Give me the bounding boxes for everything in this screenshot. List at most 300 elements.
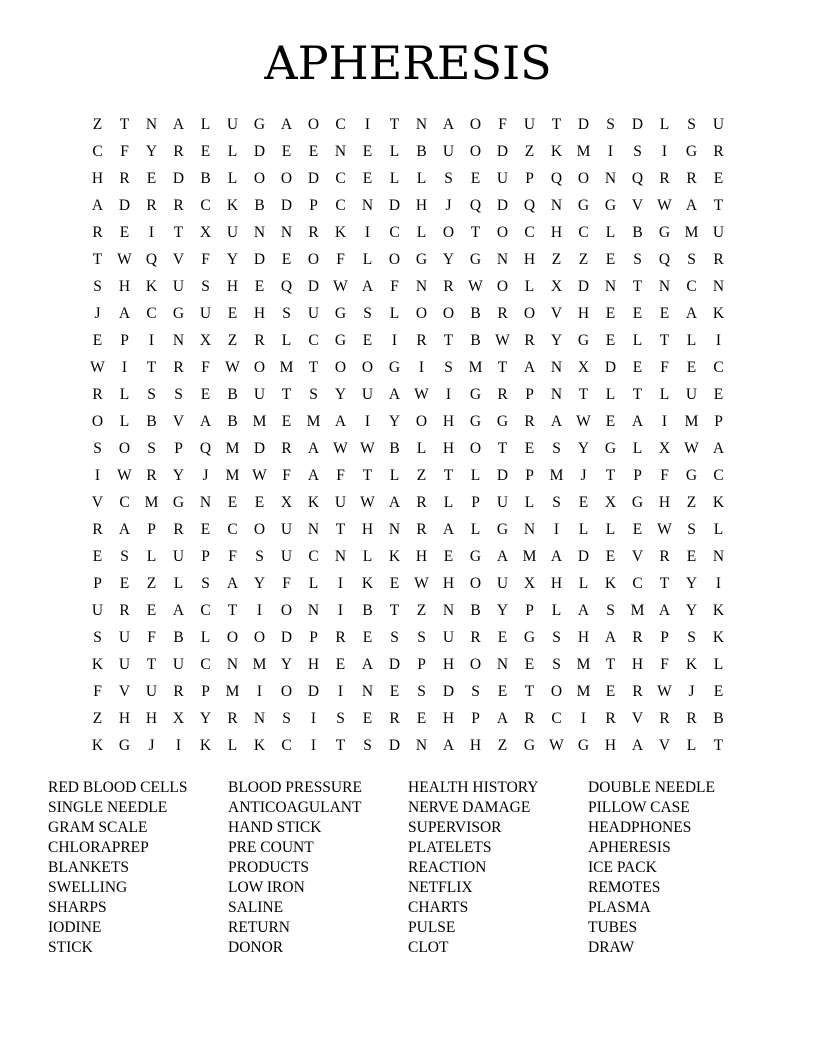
grid-letter: O (415, 305, 428, 322)
grid-letter: A (334, 413, 347, 430)
grid-letter: B (227, 386, 238, 403)
grid-letter: S (390, 629, 399, 646)
grid-row (84, 705, 732, 732)
grid-letter: M (576, 143, 591, 160)
grid-letter: N (496, 251, 509, 268)
grid-letter: L (713, 521, 724, 538)
grid-row (84, 138, 732, 165)
grid-letter: A (442, 116, 455, 133)
grid-letter: U (280, 521, 293, 538)
word-item: PRODUCTS (228, 859, 309, 876)
grid-row (84, 570, 732, 597)
grid-letter: N (334, 143, 347, 160)
grid-letter: Z (524, 143, 535, 160)
grid-letter: I (607, 143, 614, 160)
grid-letter: H (307, 656, 320, 673)
grid-letter: L (416, 224, 427, 241)
grid-letter: D (172, 170, 185, 187)
grid-letter: B (362, 602, 373, 619)
grid-letter: H (550, 575, 563, 592)
grid-letter: Y (442, 251, 455, 268)
grid-letter: R (281, 440, 292, 457)
grid-letter: K (253, 737, 266, 754)
grid-row (84, 354, 732, 381)
grid-letter: L (227, 143, 238, 160)
grid-letter: F (228, 548, 237, 565)
word-item: CLOT (408, 939, 449, 956)
grid-letter: G (253, 116, 266, 133)
grid-letter: F (498, 116, 507, 133)
word-item: SHARPS (48, 899, 107, 916)
grid-letter: V (172, 251, 185, 268)
grid-letter: U (442, 629, 455, 646)
grid-letter: M (225, 467, 240, 484)
grid-letter: B (227, 413, 238, 430)
grid-letter: T (173, 224, 184, 241)
grid-letter: K (334, 224, 347, 241)
word-item: LOW IRON (228, 879, 305, 896)
grid-letter: S (363, 305, 372, 322)
grid-letter: I (364, 224, 371, 241)
grid-letter: N (280, 224, 293, 241)
grid-letter: N (172, 332, 185, 349)
grid-letter: G (577, 332, 590, 349)
grid-letter: M (630, 602, 645, 619)
grid-letter: R (443, 278, 454, 295)
word-item: APHERESIS (588, 839, 671, 856)
grid-letter: S (255, 548, 264, 565)
grid-letter: C (551, 710, 562, 727)
grid-letter: A (361, 278, 374, 295)
grid-letter: E (605, 683, 616, 700)
grid-letter: I (418, 359, 425, 376)
grid-letter: A (658, 602, 671, 619)
grid-letter: R (416, 521, 427, 538)
grid-letter: A (172, 602, 185, 619)
grid-letter: D (496, 467, 509, 484)
grid-letter: D (253, 143, 266, 160)
grid-letter: X (523, 575, 536, 592)
grid-letter: L (173, 575, 184, 592)
grid-letter: Z (416, 602, 427, 619)
grid-letter: Z (146, 575, 157, 592)
grid-letter: Y (550, 332, 563, 349)
grid-letter: J (445, 197, 452, 214)
grid-letter: C (200, 602, 211, 619)
grid-letter: E (119, 224, 130, 241)
grid-letter: F (147, 629, 156, 646)
grid-letter: C (713, 467, 724, 484)
grid-letter: R (659, 710, 670, 727)
grid-letter: M (306, 413, 321, 430)
grid-letter: E (362, 629, 373, 646)
word-item: HEADPHONES (588, 819, 692, 836)
grid-letter: A (361, 656, 374, 673)
grid-letter: E (605, 251, 616, 268)
word-item: PLATELETS (408, 839, 492, 856)
grid-letter: E (443, 548, 454, 565)
grid-row (84, 219, 732, 246)
grid-letter: W (333, 440, 348, 457)
grid-letter: A (199, 413, 212, 430)
grid-letter: Q (523, 197, 536, 214)
grid-letter: A (685, 305, 698, 322)
grid-letter: Y (388, 413, 401, 430)
grid-letter: E (470, 170, 481, 187)
grid-letter: W (252, 467, 267, 484)
grid-letter: S (552, 629, 561, 646)
grid-row (84, 381, 732, 408)
grid-letter: W (225, 359, 240, 376)
grid-letter: U (145, 683, 158, 700)
grid-letter: A (631, 737, 644, 754)
grid-letter: R (308, 224, 319, 241)
grid-letter: F (660, 656, 669, 673)
grid-letter: O (496, 224, 509, 241)
grid-letter: S (417, 683, 426, 700)
grid-row (84, 462, 732, 489)
grid-letter: S (93, 278, 102, 295)
grid-letter: M (144, 494, 159, 511)
grid-letter: O (118, 440, 131, 457)
grid-letter: U (280, 548, 293, 565)
grid-letter: I (148, 224, 155, 241)
grid-letter: G (631, 494, 644, 511)
grid-letter: H (415, 548, 428, 565)
grid-letter: S (201, 575, 210, 592)
grid-row (84, 678, 732, 705)
grid-letter: P (633, 467, 642, 484)
grid-letter: L (686, 332, 697, 349)
grid-letter: N (415, 278, 428, 295)
grid-letter: M (279, 359, 294, 376)
grid-letter: G (523, 629, 536, 646)
grid-letter: P (525, 386, 534, 403)
grid-row (84, 651, 732, 678)
grid-letter: L (362, 251, 373, 268)
grid-letter: V (631, 710, 644, 727)
word-item: SWELLING (48, 879, 128, 896)
grid-letter: D (253, 440, 266, 457)
grid-letter: E (362, 710, 373, 727)
grid-letter: A (496, 548, 509, 565)
grid-letter: O (496, 278, 509, 295)
grid-row (84, 732, 732, 759)
grid-letter: M (468, 359, 483, 376)
grid-letter: L (389, 143, 400, 160)
grid-letter: D (280, 197, 293, 214)
grid-letter: C (281, 737, 292, 754)
word-item: PRE COUNT (228, 839, 314, 856)
grid-letter: L (119, 413, 130, 430)
grid-letter: T (119, 116, 130, 133)
grid-letter: S (363, 737, 372, 754)
grid-letter: A (118, 521, 131, 538)
grid-letter: O (469, 656, 482, 673)
grid-letter: C (524, 224, 535, 241)
grid-letter: N (253, 224, 266, 241)
grid-letter: A (604, 629, 617, 646)
grid-letter: D (388, 656, 401, 673)
grid-letter: E (200, 143, 211, 160)
grid-letter: T (497, 440, 508, 457)
grid-letter: W (360, 494, 375, 511)
grid-letter: T (470, 224, 481, 241)
word-column (228, 778, 408, 958)
grid-row (84, 516, 732, 543)
grid-letter: O (307, 116, 320, 133)
grid-letter: E (146, 602, 157, 619)
grid-letter: F (120, 143, 129, 160)
grid-letter: W (657, 521, 672, 538)
word-item: GRAM SCALE (48, 819, 148, 836)
grid-letter: D (604, 359, 617, 376)
grid-row (84, 624, 732, 651)
grid-letter: A (91, 197, 104, 214)
letter-grid (84, 111, 732, 759)
grid-letter: A (226, 575, 239, 592)
grid-letter: G (388, 359, 401, 376)
grid-letter: C (227, 521, 238, 538)
grid-letter: P (471, 710, 480, 727)
word-item: ANTICOAGULANT (228, 799, 362, 816)
grid-letter: B (254, 197, 265, 214)
grid-letter: C (713, 359, 724, 376)
word-item: REACTION (408, 859, 487, 876)
grid-letter: P (201, 683, 210, 700)
grid-letter: R (524, 332, 535, 349)
grid-letter: T (578, 386, 589, 403)
grid-letter: U (307, 305, 320, 322)
grid-letter: W (90, 359, 105, 376)
grid-letter: T (632, 386, 643, 403)
grid-letter: E (254, 278, 265, 295)
grid-letter: T (92, 251, 103, 268)
grid-letter: T (605, 656, 616, 673)
grid-letter: E (713, 170, 724, 187)
grid-letter: E (200, 521, 211, 538)
grid-letter: G (496, 413, 509, 430)
grid-row (84, 597, 732, 624)
grid-letter: L (578, 521, 589, 538)
grid-letter: O (469, 440, 482, 457)
grid-letter: S (336, 710, 345, 727)
grid-letter: T (146, 359, 157, 376)
word-item: RETURN (228, 919, 290, 936)
grid-letter: R (173, 197, 184, 214)
grid-letter: O (469, 575, 482, 592)
grid-letter: T (389, 602, 400, 619)
grid-letter: U (226, 224, 239, 241)
grid-letter: P (471, 494, 480, 511)
grid-letter: C (308, 548, 319, 565)
word-column (408, 778, 588, 958)
grid-letter: R (92, 521, 103, 538)
grid-letter: Y (496, 602, 509, 619)
grid-letter: Q (631, 170, 644, 187)
grid-letter: F (201, 359, 210, 376)
grid-letter: E (416, 710, 427, 727)
grid-letter: N (334, 548, 347, 565)
grid-letter: T (281, 386, 292, 403)
grid-letter: R (119, 602, 130, 619)
grid-letter: E (497, 629, 508, 646)
grid-letter: R (389, 710, 400, 727)
grid-letter: E (362, 143, 373, 160)
grid-letter: S (93, 440, 102, 457)
grid-letter: W (333, 278, 348, 295)
grid-letter: D (388, 737, 401, 754)
grid-letter: G (172, 305, 185, 322)
grid-letter: V (118, 683, 131, 700)
grid-letter: G (604, 197, 617, 214)
grid-letter: J (580, 467, 587, 484)
grid-letter: P (201, 548, 210, 565)
grid-letter: R (335, 629, 346, 646)
grid-letter: E (281, 143, 292, 160)
grid-letter: X (199, 224, 212, 241)
grid-letter: H (226, 278, 239, 295)
grid-letter: Z (497, 737, 508, 754)
word-item: DOUBLE NEEDLE (588, 779, 715, 796)
grid-letter: F (93, 683, 102, 700)
grid-letter: E (605, 332, 616, 349)
grid-letter: N (658, 278, 671, 295)
grid-letter: W (360, 440, 375, 457)
grid-letter: N (253, 710, 266, 727)
word-item: SALINE (228, 899, 284, 916)
grid-letter: D (307, 170, 320, 187)
grid-letter: A (550, 413, 563, 430)
grid-letter: R (713, 143, 724, 160)
grid-row (84, 327, 732, 354)
grid-letter: U (496, 170, 509, 187)
grid-letter: S (687, 116, 696, 133)
grid-letter: R (173, 521, 184, 538)
grid-letter: B (146, 413, 157, 430)
grid-letter: R (632, 629, 643, 646)
grid-letter: T (659, 332, 670, 349)
grid-letter: A (685, 197, 698, 214)
grid-letter: K (361, 575, 374, 592)
grid-letter: D (253, 251, 266, 268)
grid-letter: U (334, 494, 347, 511)
grid-letter: O (307, 251, 320, 268)
word-item: BLOOD PRESSURE (228, 779, 362, 796)
grid-letter: T (389, 116, 400, 133)
grid-letter: S (417, 629, 426, 646)
grid-letter: Z (551, 251, 562, 268)
grid-letter: L (605, 386, 616, 403)
grid-letter: X (577, 359, 590, 376)
grid-letter: P (120, 332, 129, 349)
grid-letter: P (174, 440, 183, 457)
grid-letter: C (200, 197, 211, 214)
page-title: APHERESIS (264, 36, 552, 90)
grid-letter: S (93, 629, 102, 646)
grid-letter: Q (199, 440, 212, 457)
grid-letter: W (657, 197, 672, 214)
grid-letter: P (525, 602, 534, 619)
grid-letter: T (551, 116, 562, 133)
grid-letter: E (362, 332, 373, 349)
grid-letter: U (685, 386, 698, 403)
grid-letter: Y (685, 575, 698, 592)
grid-letter: K (550, 143, 563, 160)
grid-letter: S (633, 251, 642, 268)
grid-letter: U (253, 386, 266, 403)
grid-letter: L (605, 521, 616, 538)
grid-letter: V (631, 548, 644, 565)
grid-row (84, 435, 732, 462)
grid-letter: O (91, 413, 104, 430)
grid-letter: T (308, 359, 319, 376)
grid-letter: I (310, 737, 317, 754)
grid-letter: I (715, 575, 722, 592)
grid-letter: K (685, 656, 698, 673)
grid-letter: H (604, 737, 617, 754)
grid-letter: R (686, 170, 697, 187)
grid-letter: R (173, 359, 184, 376)
grid-letter: J (148, 737, 155, 754)
grid-letter: U (172, 278, 185, 295)
grid-letter: A (280, 116, 293, 133)
grid-letter: K (226, 197, 239, 214)
grid-letter: E (524, 440, 535, 457)
grid-letter: K (604, 575, 617, 592)
word-item: SUPERVISOR (408, 819, 502, 836)
grid-letter: L (119, 386, 130, 403)
grid-letter: D (496, 197, 509, 214)
grid-letter: E (578, 494, 589, 511)
word-item: IODINE (48, 919, 102, 936)
grid-letter: O (442, 224, 455, 241)
grid-letter: B (389, 440, 400, 457)
grid-letter: L (362, 548, 373, 565)
word-item: HAND STICK (228, 819, 322, 836)
grid-letter: I (715, 332, 722, 349)
grid-letter: O (361, 359, 374, 376)
grid-letter: P (147, 521, 156, 538)
grid-letter: S (444, 359, 453, 376)
grid-letter: W (684, 440, 699, 457)
word-item: PLASMA (588, 899, 651, 916)
grid-letter: X (172, 710, 185, 727)
grid-letter: O (253, 359, 266, 376)
grid-letter: T (335, 521, 346, 538)
grid-letter: U (199, 305, 212, 322)
grid-letter: G (496, 521, 509, 538)
grid-letter: L (524, 278, 535, 295)
grid-letter: E (281, 251, 292, 268)
grid-row (84, 543, 732, 570)
grid-letter: A (631, 413, 644, 430)
grid-letter: Z (92, 710, 103, 727)
grid-letter: S (687, 251, 696, 268)
grid-letter: R (173, 683, 184, 700)
grid-letter: S (120, 548, 129, 565)
word-column (48, 778, 228, 958)
grid-letter: S (606, 116, 615, 133)
grid-letter: N (550, 197, 563, 214)
grid-letter: U (91, 602, 104, 619)
grid-letter: B (632, 224, 643, 241)
grid-letter: U (172, 548, 185, 565)
grid-letter: Y (685, 602, 698, 619)
grid-letter: N (550, 359, 563, 376)
grid-letter: K (307, 494, 320, 511)
grid-letter: B (470, 305, 481, 322)
